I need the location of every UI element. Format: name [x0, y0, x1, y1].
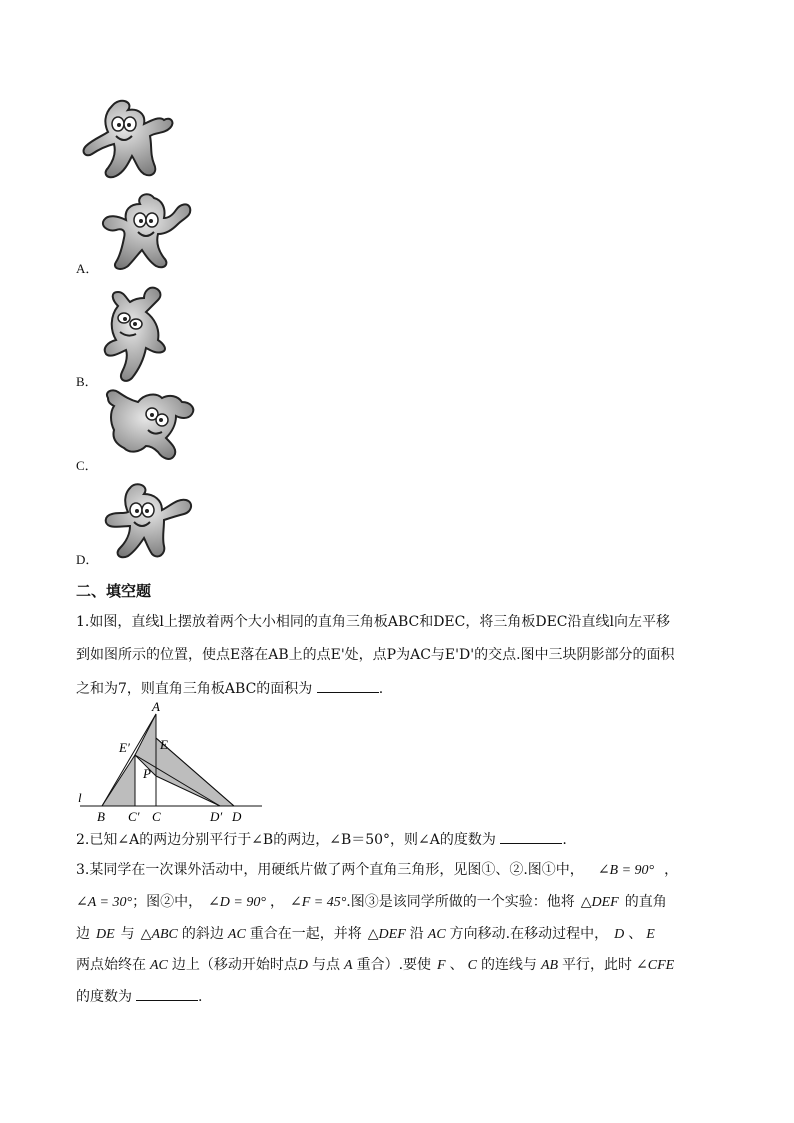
- q3-math: ∠F = 45°: [289, 895, 347, 910]
- q3-text: 与点: [312, 957, 341, 973]
- q3-text: 边: [76, 926, 90, 942]
- label-e-prime: E′: [119, 740, 130, 755]
- label-c-prime: C′: [128, 809, 140, 824]
- q3-line-3: [76, 924, 736, 945]
- q3-math: ∠D = 90°: [208, 895, 266, 910]
- q2-text: 2.已知∠A的两边分别平行于∠B的两边，∠B＝50°，则∠A的度数为: [76, 832, 496, 848]
- q1-line-3-end: .: [378, 681, 384, 697]
- mascot-figure-a: [98, 192, 196, 270]
- q2-answer-blank[interactable]: [500, 829, 562, 844]
- label-c: C: [152, 809, 161, 824]
- q3-text: 平行，此时: [562, 957, 633, 973]
- q3-text: 重合）.要使: [356, 957, 432, 973]
- q3-math: AB: [540, 958, 559, 973]
- label-e: E: [160, 737, 168, 752]
- mascot-figure-d: [100, 482, 194, 560]
- q3-math: F: [437, 958, 446, 973]
- q3-text: 方向移动.在移动过程中，: [449, 926, 609, 942]
- q2-line: [76, 829, 736, 850]
- q3-line-5: [76, 986, 736, 1007]
- label-l: l: [78, 790, 82, 805]
- q3-text: 两点始终在: [76, 957, 146, 973]
- mascot-figure-original: [72, 98, 184, 180]
- q3-math: △DEF: [367, 927, 406, 942]
- q3-line-1: [76, 860, 736, 881]
- q3-text: ，: [269, 894, 284, 910]
- label-a: A: [152, 699, 160, 714]
- q3-line-2: [76, 892, 736, 913]
- option-a-label[interactable]: A．: [76, 261, 99, 276]
- q2-end: .: [562, 832, 567, 848]
- mascot-figure-b: [100, 284, 168, 382]
- q3-math: △ABC: [140, 927, 178, 942]
- q3-math: AC: [227, 927, 246, 942]
- q3-math: △DEF: [580, 895, 619, 910]
- label-d: D: [232, 809, 242, 824]
- q3-math: ∠B = 90°: [597, 863, 655, 878]
- section-title: 二、填空题: [76, 582, 152, 600]
- q3-text: 、: [449, 957, 464, 973]
- q3-math: D: [297, 958, 309, 973]
- q3-math: ∠CFE: [636, 958, 675, 973]
- triangle-figure: [72, 696, 268, 824]
- q3-end: .: [198, 989, 203, 1005]
- mascot-figure-c: [100, 388, 198, 464]
- option-b-label[interactable]: B．: [76, 374, 98, 389]
- q3-text: 边上（移动开始时点: [171, 957, 298, 973]
- q3-text: 、: [628, 926, 643, 942]
- q3-text: .图③是该同学所做的一个实验：他将: [346, 894, 575, 910]
- q3-math: AC: [427, 927, 446, 942]
- option-d-label[interactable]: D．: [76, 552, 99, 567]
- option-c-label[interactable]: C．: [76, 458, 98, 473]
- q3-text: 的斜边: [181, 926, 224, 942]
- q1-line-1: 1.如图，直线l上摆放着两个大小相同的直角三角板ABC和DEC，将三角板DEC沿直线l向左平移: [76, 614, 670, 630]
- q3-answer-blank[interactable]: [136, 986, 198, 1001]
- q1-answer-blank[interactable]: [317, 678, 379, 693]
- q3-math: D: [614, 927, 625, 942]
- q3-text: 的直角: [624, 894, 667, 910]
- q3-math: E: [646, 927, 655, 942]
- q3-math: A: [344, 958, 353, 973]
- q3-text: 与: [120, 926, 135, 942]
- q3-math: DE: [96, 927, 115, 942]
- q3-math: ∠A = 30°: [76, 895, 133, 910]
- q1-line-2: 到如图所示的位置，使点E落在AB上的点E'处，点P为AC与E'D'的交点.图中三块阴影部分的面积: [76, 647, 675, 663]
- q3-text: ，: [664, 862, 679, 878]
- q3-math: C: [467, 958, 477, 973]
- q3-text: 3.某同学在一次课外活动中，用硬纸片做了两个直角三角形，见图①、②.图①中，: [76, 862, 584, 878]
- q3-text: 的连线与: [480, 957, 537, 973]
- label-p: P: [143, 766, 151, 781]
- q3-text: ；图②中，: [132, 894, 203, 910]
- q3-math: AC: [150, 958, 168, 973]
- q3-text: 重合在一起，并将: [249, 926, 362, 942]
- q3-text: 的度数为: [76, 989, 132, 1005]
- label-d-prime: D′: [210, 809, 223, 824]
- q3-line-4: [76, 955, 736, 976]
- q1-line-3-text: 之和为7，则直角三角板ABC的面积为: [76, 681, 313, 697]
- label-b: B: [97, 809, 105, 824]
- q3-text: 沿: [409, 926, 424, 942]
